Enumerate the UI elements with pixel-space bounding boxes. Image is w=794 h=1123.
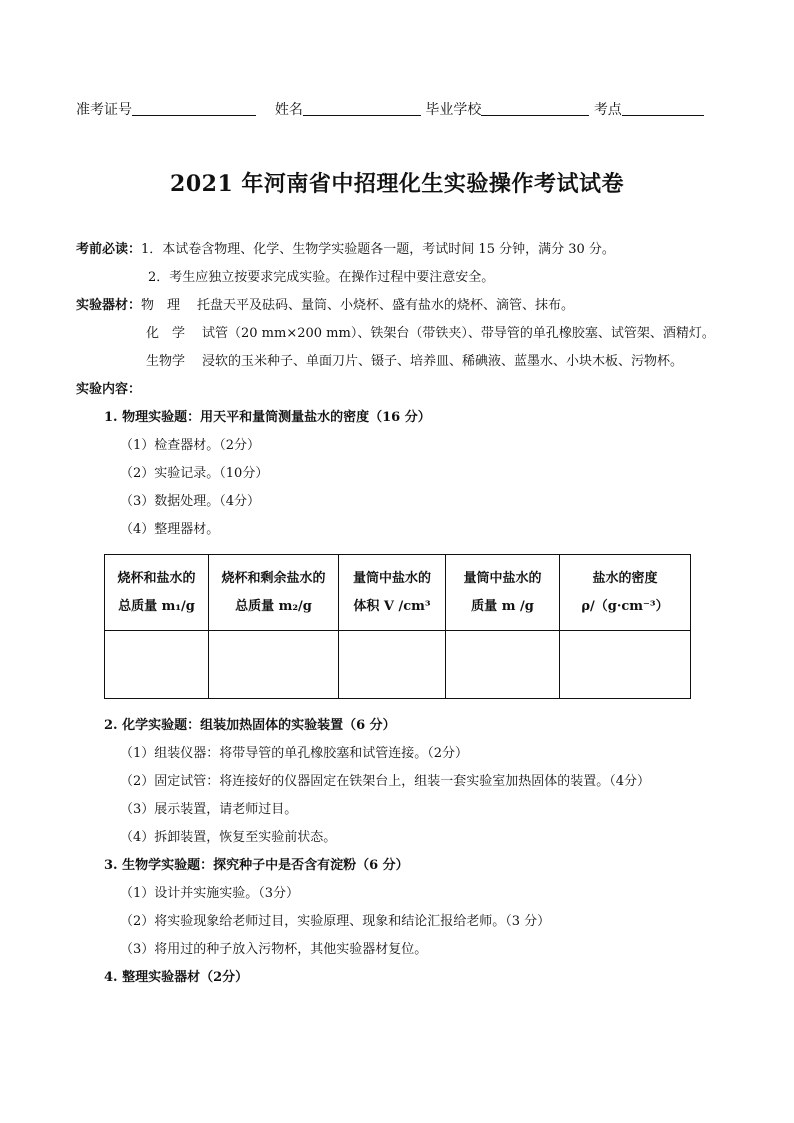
answer-cell[interactable]	[105, 631, 209, 699]
materials-biology-label: 生物学	[146, 354, 186, 369]
notice-line-1	[76, 238, 615, 257]
table-header-cell: 量筒中盐水的 质量 m /g	[446, 555, 560, 631]
page-title: 2021 年河南省中招理化生实验操作考试试卷	[170, 171, 624, 197]
table-header-row	[105, 555, 691, 631]
materials-chemistry	[146, 322, 715, 341]
answer-cell[interactable]	[446, 631, 560, 699]
notice-item-1: 1．本试卷含物理、化学、生物学实验题各一题，考试时间 15 分钟，满分 30 分。	[141, 242, 615, 257]
site-label: 考点	[593, 102, 622, 118]
name-label: 姓名	[274, 102, 303, 118]
table-header-cell: 量筒中盐水的 体积 V /cm³	[339, 555, 446, 631]
chemistry-heading: 2. 化学实验题：组装加热固体的实验装置（6 分）	[104, 718, 396, 733]
materials-biology	[146, 350, 683, 369]
cleanup-heading: 4. 整理实验器材（2分）	[104, 970, 249, 985]
table-header-cell: 盐水的密度 ρ/（g·cm⁻³）	[560, 555, 691, 631]
table-header-cell: 烧杯和剩余盐水的 总质量 m₂/g	[209, 555, 339, 631]
measurement-table	[104, 554, 691, 699]
site-field[interactable]	[622, 101, 704, 116]
physics-step: （4）整理器材。	[120, 522, 220, 537]
chemistry-step: （3）展示装置，请老师过目。	[120, 802, 298, 817]
materials-chemistry-items: 试管（20 mm×200 mm）、铁架台（带铁夹）、带导管的单孔橡胶塞、试管架、酒精灯。	[202, 326, 715, 341]
biology-heading: 3. 生物学实验题：探究种子中是否含有淀粉（6 分）	[104, 858, 409, 873]
answer-cell[interactable]	[339, 631, 446, 699]
exam-id-field[interactable]	[132, 101, 256, 116]
biology-step: （2）将实验现象给老师过目，实验原理、现象和结论汇报给老师。（3 分）	[120, 914, 551, 929]
materials-physics	[76, 294, 574, 313]
school-label: 毕业学校	[425, 102, 482, 118]
notice-item-2: 2．考生应独立按要求完成实验。在操作过程中要注意安全。	[148, 270, 495, 285]
biology-step: （3）将用过的种子放入污物杯，其他实验器材复位。	[120, 942, 428, 957]
chemistry-step: （2）固定试管：将连接好的仪器固定在铁架台上，组装一套实验室加热固体的装置。（4分）	[120, 774, 651, 789]
notice-label: 考前必读：	[76, 242, 142, 257]
physics-heading: 1. 物理实验题：用天平和量筒测量盐水的密度（16 分）	[104, 410, 431, 425]
materials-biology-items: 浸软的玉米种子、单面刀片、镊子、培养皿、稀碘液、蓝墨水、小块木板、污物杯。	[202, 354, 684, 369]
chemistry-step: （4）拆卸装置，恢复至实验前状态。	[120, 830, 337, 845]
table-header-cell: 烧杯和盐水的 总质量 m₁/g	[105, 555, 209, 631]
school-field[interactable]	[481, 101, 589, 116]
physics-step: （2）实验记录。（10分）	[120, 466, 269, 481]
physics-step: （1）检查器材。（2分）	[120, 438, 261, 453]
chemistry-step: （1）组装仪器：将带导管的单孔橡胶塞和试管连接。（2分）	[120, 746, 469, 761]
candidate-info-line	[76, 99, 726, 119]
answer-cell[interactable]	[209, 631, 339, 699]
materials-chemistry-label: 化 学	[146, 326, 186, 341]
materials-physics-label: 物 理	[141, 298, 181, 313]
materials-physics-items: 托盘天平及砝码、量筒、小烧杯、盛有盐水的烧杯、滴管、抹布。	[197, 298, 575, 313]
content-label: 实验内容：	[76, 382, 142, 397]
table-row	[105, 631, 691, 699]
answer-cell[interactable]	[560, 631, 691, 699]
exam-id-label: 准考证号	[76, 102, 132, 118]
name-field[interactable]	[303, 101, 421, 116]
materials-label: 实验器材：	[76, 298, 142, 313]
physics-step: （3）数据处理。（4分）	[120, 494, 261, 509]
biology-step: （1）设计并实施实验。（3分）	[120, 886, 300, 901]
